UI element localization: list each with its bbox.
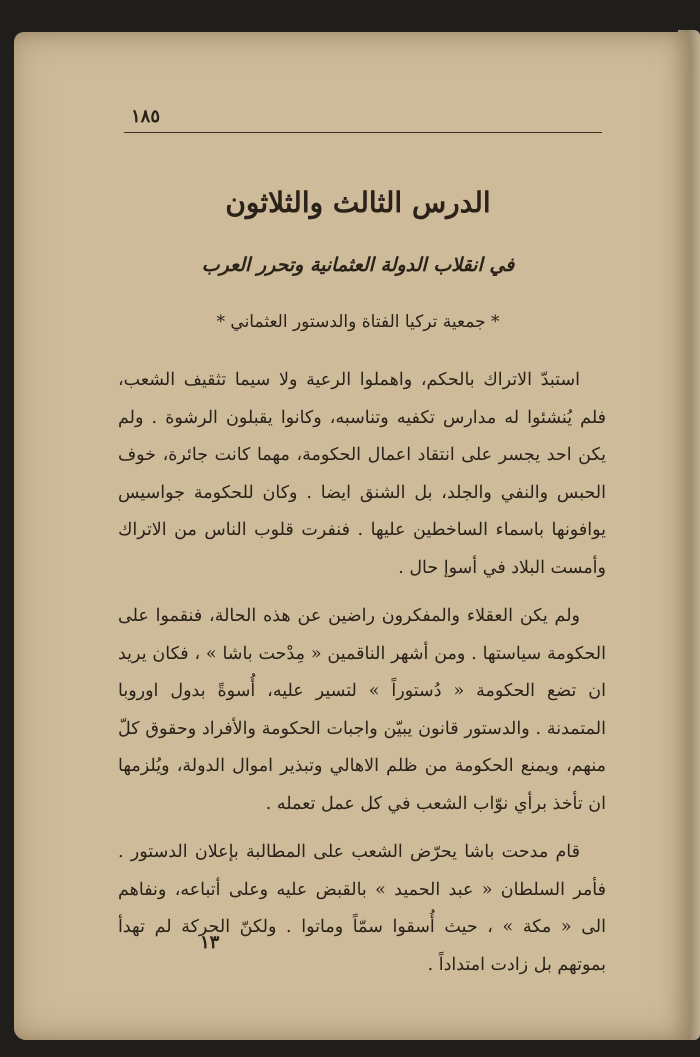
header-rule <box>124 132 602 133</box>
footer-number: ١٣ <box>200 932 220 953</box>
page-number: ١٨٥ <box>130 106 160 127</box>
page-content <box>14 32 690 1040</box>
paragraph-1: استبدّ الاتراك بالحكم، واهملوا الرعية ولا سيما تثقيف الشعب، فلم يُنشئوا له مدارس تكفيه وتناسبه، وكانوا يقبلون الرشوة . ولم يكن احد يجسر على انتقاد اعمال الحكومة، مهما كانت جائرة، خوف الحبس والنفي والجلد، بل الشنق ايضا . وكان للحكومة جواسيس يوافونها باسماء الساخطين عليها . فنفرت قلوب الناس من الاتراك وأمست البلاد في أسوإ حال . <box>118 370 606 578</box>
paragraph-2: ولم يكن العقلاء والمفكرون راضين عن هذه الحالة، فنقموا على الحكومة سياستها . ومن أشهر الناقمين « مِدْحت باشا » ، فكان يريد ان تضع الحكومة « دُستوراً » لتسير عليه، أُسوةً بدول اوروبا المتمدنة . والدستور قانون يبيّن واجبات الحكومة والأفراد وحقوق كلّ منهم، ويمنع الحكومة من ظلم الاهالي وتبذير اموال الدولة، ويُلزمها ان تأخذ برأي نوّاب الشعب في كل عمل تعمله . <box>118 606 606 814</box>
body-text <box>118 362 606 995</box>
paragraph-3: قام مدحت باشا يحرّض الشعب على المطالبة بإعلان الدستور . فأمر السلطان « عبد الحميد » بالقبض عليه وعلى أتباعه، ونفاهم الى « مكة » ، حيث أُسقوا سمّاً وماتوا . ولكنّ الحركة لم تهدأ بموتهم بل زادت امتداداً . <box>118 842 606 975</box>
section-heading: * جمعية تركيا الفتاة والدستور العثماني * <box>216 312 500 332</box>
lesson-title: الدرس الثالث والثلاثون <box>225 186 491 219</box>
lesson-subtitle: في انقلاب الدولة العثمانية وتحرر العرب <box>201 254 515 276</box>
